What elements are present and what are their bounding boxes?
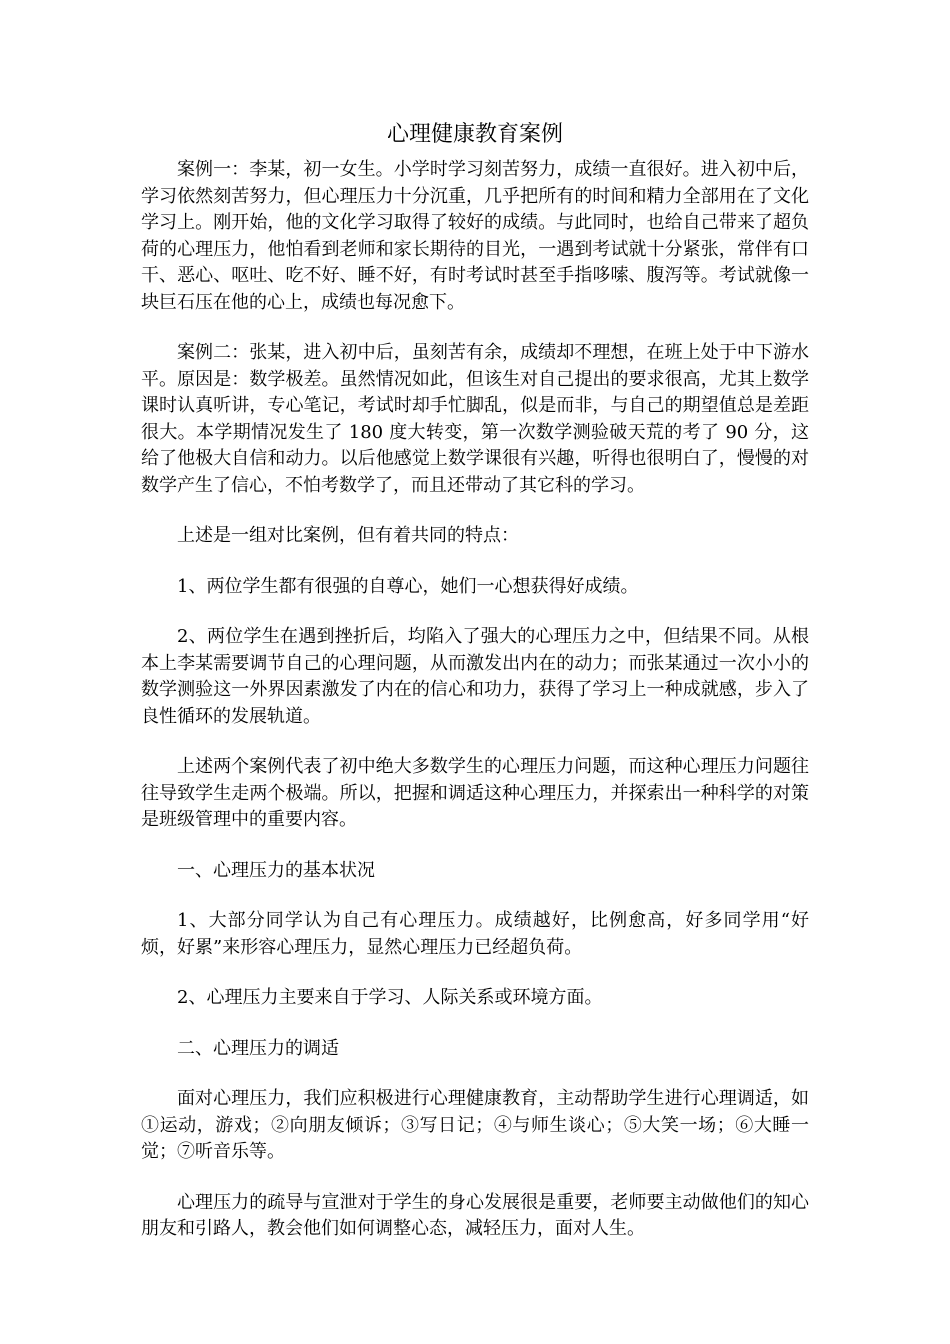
paragraph-conclusion: 心理压力的疏导与宣泄对于学生的身心发展很是重要，老师要主动做他们的知心朋友和引路人，教会他们如何调整心态，减轻压力，面对人生。 — [141, 1191, 809, 1239]
document-title: 心理健康教育案例 — [386, 122, 563, 147]
paragraph-point-1: 1、两位学生都有很强的自尊心，她们一心想获得好成绩。 — [177, 575, 639, 597]
paragraph-point-2: 2、两位学生在遇到挫折后，均陷入了强大的心理压力之中，但结果不同。从根本上李某需要调节自己的心理问题，从而激发出内在的动力；而张某通过一次小小的数学测验这一外界因素激发了内在的信心和功力，获得了学习上一种成就感，步入了良性循环的发展轨道。 — [141, 626, 809, 727]
paragraph-status-2: 2、心理压力主要来自于学习、人际关系或环境方面。 — [177, 987, 603, 1008]
paragraph-status-1: 1、大部分同学认为自己有心理压力。成绩越好，比例愈高，好多同学用“好烦，好累”来形容心理压力，显然心理压力已经超负荷。 — [141, 910, 809, 958]
paragraph-adjustment: 面对心理压力，我们应积极进行心理健康教育，主动帮助学生进行心理调适，如①运动，游戏；②向朋友倾诉；③写日记；④与师生谈心；⑤大笑一场；⑥大睡一觉；⑦听音乐等。 — [141, 1088, 809, 1162]
paragraph-summary: 上述两个案例代表了初中绝大多数学生的心理压力问题，而这种心理压力问题往往导致学生走两个极端。所以，把握和调适这种心理压力，并探索出一种科学的对策是班级管理中的重要内容。 — [141, 756, 809, 830]
paragraph-case-one: 案例一：李某，初一女生。小学时学习刻苦努力，成绩一直很好。进入初中后，学习依然刻苦努力，但心理压力十分沉重，几乎把所有的时间和精力全部用在了文化学习上。刚开始，他的文化学习取得了较好的成绩。与此同时，也给自己带来了超负荷的心理压力，他怕看到老师和家长期待的目光，一遇到考试就十分紧张，常伴有口干、恶心、呕吐、吃不好、睡不好，有时考试时甚至手指哆嗦、腹泻等。考试就像一块巨石压在他的心上，成绩也每况愈下。 — [141, 159, 809, 313]
section-heading-1: 一、心理压力的基本状况 — [177, 859, 375, 881]
paragraph-comparison-intro: 上述是一组对比案例，但有着共同的特点： — [177, 525, 519, 546]
section-heading-2: 二、心理压力的调适 — [177, 1037, 339, 1059]
document-body — [141, 157, 809, 1243]
paragraph-case-two: 案例二：张某，进入初中后，虽刻苦有余，成绩却不理想，在班上处于中下游水平。原因是：数学极差。虽然情况如此，但该生对自己提出的要求很高，尤其上数学课时认真听讲，专心笔记，考试时却手忙脚乱，似是而非，与自己的期望值总是差距很大。本学期情况发生了 180 度大转变，第一次数学测验破天荒的考了 90 分，这给了他极大自信和动力。以后他感觉上数学课很有兴趣，听得也很明白了，慢慢的对数学产生了信心，不怕考数学了，而且还带动了其它科的学习。 — [141, 342, 809, 496]
